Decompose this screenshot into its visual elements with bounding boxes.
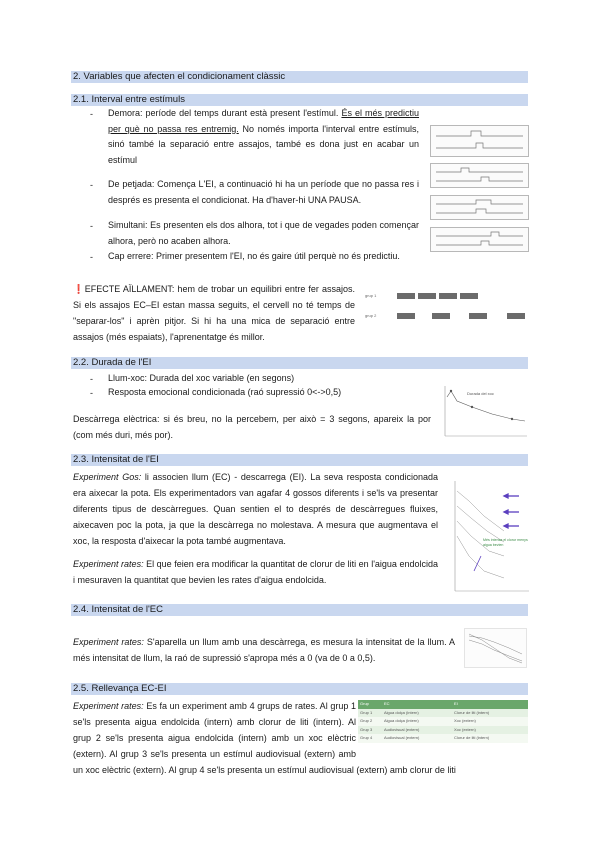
trial-block [432, 313, 450, 319]
section-2-1-title: 2.1. Interval entre estímuls [73, 94, 185, 105]
trial-block [439, 293, 457, 299]
table-cell: Grup 3 [360, 726, 373, 732]
table-row [358, 726, 528, 735]
isolation-effect-text: EFECTE AÏLLAMENT: hem de trobar un equilibri entre fer assajos. Si els assajos EC–EI estan massa seguits, el cervell no té temps de "separar-los" i aprèn pitjor. Si hi ha una mica de separació entre assajos (més espaiats), l'aprenentatge és millor. [73, 284, 355, 342]
trial-block [397, 293, 415, 299]
durada-item-1: Llum-xoc: Durada del xoc variable (en segons) [108, 373, 295, 383]
section-2-5-title: 2.5. Rellevança EC-EI [73, 683, 167, 694]
intensity-chart-note: Més intensa el clorur menys aigua bevien [483, 538, 528, 547]
experiment-rates-text: El que feien era modificar la quantitat de clorur de liti en l'aigua endolcida i mesuraven la quantitat que bevien les rates d'aigua endolcida. [73, 559, 439, 585]
section-2-2-header [71, 357, 528, 369]
durada-paragraph: Descàrrega elèctrica: si és breu, no la percebem, per això = 3 segons, apareix la por (com més duri, més por). [73, 414, 431, 440]
section-2-4-header [71, 604, 528, 616]
timing-diagram-cap-errere [430, 227, 529, 252]
durada-item-2: Resposta emocional condicionada (raó supressió 0<->0,5) [108, 387, 342, 397]
demora-text: : període del temps durant està present l'estímul. [140, 108, 342, 118]
timing-diagram-simultani [430, 195, 529, 220]
table-cell: Grup 2 [360, 718, 373, 723]
table-row [358, 734, 528, 743]
petjada-label: De petjada [108, 179, 152, 189]
intensity-chart-graphic [449, 476, 531, 596]
warning-icon: ❗ [73, 284, 85, 294]
grup1-label: grup 1 [365, 293, 377, 298]
bullet-dash: - [90, 180, 93, 190]
experiment-gos-label: Experiment Gos: [73, 472, 142, 482]
experiment-rellevanca-label: Experiment rates: [73, 701, 144, 711]
trial-block [460, 293, 478, 299]
section-2-4-title: 2.4. Intensitat de l'EC [73, 604, 164, 615]
table-header-row [358, 700, 528, 709]
timing-diagram-simultani-graphic [431, 196, 528, 219]
experiment-rates-llum-label: Experiment rates: [73, 637, 144, 647]
table-cell: Grup 1 [360, 709, 373, 715]
trials-spacing-diagram [365, 290, 530, 330]
section-2-1-header [71, 94, 528, 106]
bullet-dash: - [90, 252, 93, 262]
bullet-dash: - [90, 109, 93, 119]
table-cell: Xoc (extern) [454, 726, 476, 732]
experiment-rates-llum-paragraph [73, 634, 455, 666]
experiment-rates-label: Experiment rates: [73, 559, 144, 569]
experiment-rates-llum-text: S'aparella un llum amb una descàrrega, es mesura la intensitat de la llum. A més intensitat de llum, la raó de supressió s'apropa més a 0 (va de 0 a 0,5). [73, 637, 455, 663]
isolation-effect-paragraph [73, 281, 355, 345]
section-2-5-header [71, 683, 528, 695]
demora-emphasis: És el més predictiu per què no passa res entremig. [108, 108, 420, 134]
cap-errere-text: : Primer presentem l'EI, no és gaire útil perquè no és predictiu. [151, 251, 400, 261]
experiment-gos-paragraph [73, 469, 438, 549]
interval-cap-errere [108, 249, 419, 265]
simultani-text: : Es presenten els dos alhora, tot i que de vegades poden començar alhora, però no acaben alhora. [108, 220, 419, 246]
trial-block [469, 313, 487, 319]
timing-diagram-petjada [430, 163, 529, 188]
timing-diagram-demora [430, 125, 529, 157]
table-row [358, 709, 528, 718]
table-header-cell: EC [384, 701, 390, 706]
table-cell: Aigua dolça (intern) [384, 718, 419, 723]
table-cell: Grup 4 [360, 735, 373, 740]
table-cell: Xoc (extern) [454, 718, 476, 723]
light-intensity-chart [464, 628, 527, 668]
section-2-2-title: 2.2. Durada de l'EI [73, 357, 152, 368]
table-cell: Aigua dolça (intern) [384, 709, 419, 715]
rellevanca-table [358, 700, 528, 752]
grup2-label: grup 2 [365, 313, 377, 318]
light-intensity-chart-graphic [464, 628, 527, 668]
timing-diagram-petjada-graphic [431, 164, 528, 187]
demora-text-rest: No només importa l'interval entre estímuls, sinó també la separació entre assajos, també es dona just en acabar un estímul [108, 123, 419, 165]
table-cell: Clorur de liti (intern) [454, 709, 490, 715]
interval-simultani [108, 218, 419, 249]
petjada-text: : Comença L'EI, a continuació hi ha un període que no passa res i després es presenta el condicionat. Ha d'haver-hi UNA PAUSA. [108, 179, 419, 205]
section-2-header [71, 71, 528, 83]
bullet-dash: - [90, 388, 93, 398]
section-2-title: 2. Variables que afecten el condicionament clàssic [73, 71, 286, 82]
trial-block [507, 313, 525, 319]
trial-block [397, 313, 415, 319]
interval-demora [108, 106, 419, 168]
section-2-3-title: 2.3. Intensitat de l'EI [73, 454, 159, 465]
table-header-cell: Grup [360, 701, 369, 706]
demora-label: Demora [108, 108, 141, 118]
table-cell: Audiovisual (extern) [384, 735, 420, 740]
table-row [358, 717, 528, 726]
duration-chart-label: Durada del xoc [467, 391, 494, 396]
cap-errere-label: Cap errere [108, 251, 152, 261]
table-header-cell: EI [454, 701, 458, 706]
simultani-label: Simultani [108, 220, 146, 230]
experiment-gos-text: li associen llum (EC) - descarrega (EI). La seva resposta condicionada era aixecar la pota. Els experimentadors van agafar 4 gossos diferents i se'ls va presentar diferents tipus de descàrregues. Quan sentien el to després de descàrregues fluixes, aixecaven poc la pota, ja que la descàrrega no molestava. A mesura que augmentava el xoc, la resposta d'aixecar la pota també augmentava. [73, 472, 438, 546]
table-cell: Clorur de liti (intern) [454, 735, 490, 740]
interval-petjada [108, 177, 419, 208]
table-cell: Audiovisual (extern) [384, 726, 420, 732]
experiment-rellevanca-text: Es fa un experiment amb 4 grups de rates. Al grup 1 se'ls presenta aigua endolcida (intern) amb clorur de liti (intern). Al grup 2 se'ls presenta aigua endolcida (intern) amb un xoc elèctric (extern). Al grup 3 se'ls presenta un estímul audiovisual (extern) amb un xoc elèctric (extern). Al grup 4 se'ls presenta un estímul audiovisual (extern) amb clorur de liti [73, 701, 456, 775]
bullet-dash: - [90, 221, 93, 231]
duration-chart [437, 381, 529, 443]
experiment-rates-liti-paragraph [73, 556, 438, 588]
timing-diagram-cap-errere-graphic [431, 228, 528, 251]
timing-diagram-demora-graphic [431, 126, 528, 156]
bullet-dash: - [90, 374, 93, 384]
trial-block [418, 293, 436, 299]
intensity-chart [449, 476, 531, 596]
section-2-3-header [71, 454, 528, 466]
